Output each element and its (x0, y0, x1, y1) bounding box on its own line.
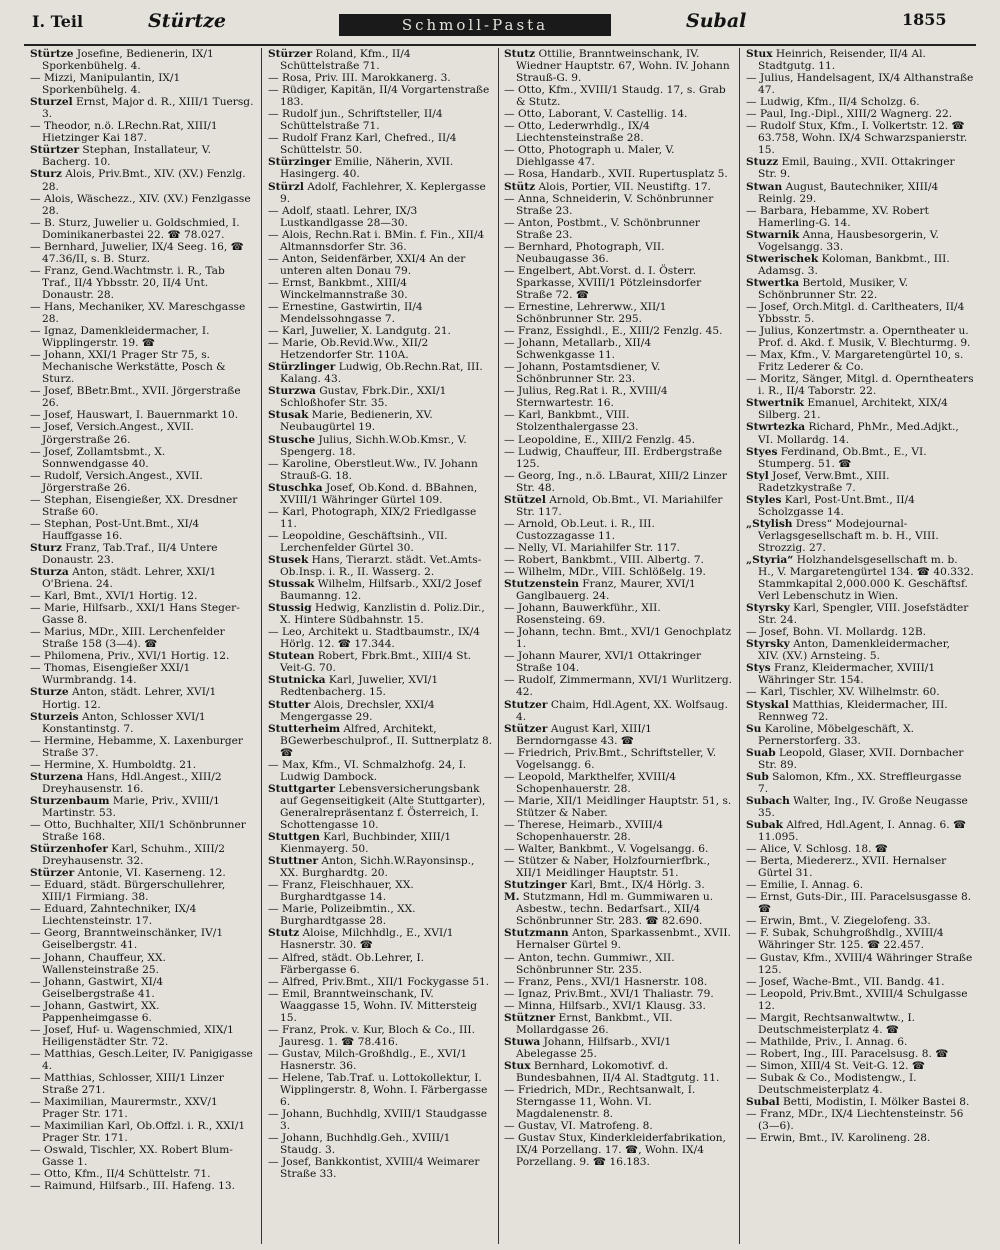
directory-entry: — Josef, Zollamtsbmt., X. Sonnwendgasse 40. (30, 445, 166, 470)
directory-entry: Stutter Alois, Drechsler, XXI/4 Mengergasse 29. (268, 698, 435, 723)
directory-entry: — Franz, Essighdl., E., XIII/2 Fenzlg. 45. (504, 325, 723, 338)
directory-entry: — Maximilian, Maurermstr., XXV/1 Prager Str. 171. (30, 1096, 218, 1121)
directory-entry: — Otto, Photograph u. Maler, V. Diehlgasse 47. (504, 144, 675, 169)
directory-entry: — Adolf, staatl. Lehrer, IX/3 Lustkandlgasse 28—30. (268, 204, 418, 229)
directory-entry: — Bernhard, Photograph, VII. Neubaugasse 36. (504, 240, 665, 265)
directory-entry: — Ernst, Guts-Dir., III. Paracelsusgasse 8. ☎ (746, 891, 972, 916)
directory-entry: — Alois, Wäschezz., XIV. (XV.) Fenzlgasse 28. (30, 192, 251, 217)
directory-entry: — Mathilde, Priv., I. Annag. 6. (746, 1035, 908, 1048)
directory-entry: — Philomena, Priv., XVI/1 Hortig. 12. (30, 650, 230, 663)
running-head-left: Stürtze (148, 10, 226, 32)
directory-entry: Stux Heinrich, Reisender, II/4 Al. Stadtgutg. 11. (746, 48, 926, 73)
directory-entry: — Ignaz, Damenkleidermacher, I. Wipplingerstr. 19. ☎ (30, 325, 210, 350)
directory-entry: M. Stutzmann, Hdl m. Gummiwaren u. Asbestw., techn. Bedarfsart., XII/4 Schönbrunner Str. 283. ☎ 82.690. (504, 891, 714, 928)
directory-entry: — Otto, Laborant, V. Castellig. 14. (504, 108, 688, 121)
directory-entry: — Georg, Ing., n.ö. LBaurat, XIII/2 Linzer Str. 48. (504, 469, 727, 494)
directory-entry: — Max, Kfm., V. Margaretengürtel 10, s. Fritz Lederer & Co. (746, 349, 964, 374)
directory-entry: — Josef, BBetr.Bmt., XVII. Jörgerstraße 26. (30, 385, 241, 410)
directory-entry: Stuttgen Karl, Buchbinder, XIII/1 Kienmayerg. 50. (268, 831, 452, 856)
directory-entry: — Hermine, Hebamme, X. Laxenburger Straße 37. (30, 734, 243, 759)
directory-entry: — Oswald, Tischler, XX. Robert Blum-Gasse 1. (30, 1144, 233, 1169)
directory-entry: — Rudolf Franz Karl, Chefred., II/4 Schüttelstr. 50. (268, 132, 457, 157)
directory-entry: Stusak Marie, Bedienerin, XV. Neubaugürtel 19. (268, 409, 433, 434)
directory-entry: Stwarnik Anna, Hausbesorgerin, V. Vogelsangg. 33. (746, 228, 939, 253)
directory-entry: Stürzlinger Ludwig, Ob.Rechn.Rat, III. Kalang. 43. (268, 361, 483, 386)
directory-entry: Sturzel Ernst, Major d. R., XIII/1 Tuersg. 3. (30, 96, 254, 121)
directory-entry: — Julius, Konzertmstr. a. Operntheater u. Prof. d. Akd. f. Musik, V. Blechturmg. 9. (746, 325, 971, 350)
directory-entry: Styes Ferdinand, Ob.Bmt., E., VI. Stumperg. 51. ☎ (746, 445, 927, 470)
columns-container (24, 48, 976, 1244)
directory-entry: — Johann, Metallarb., XII/4 Schwenkgasse 11. (504, 337, 652, 362)
directory-entry: — Franz, Pens., XVI/1 Hasnerstr. 108. (504, 975, 708, 988)
directory-entry: — Stephan, Post-Unt.Bmt., XI/4 Hauffgasse 16. (30, 517, 200, 542)
directory-entry: — Hans, Mechaniker, XV. Mareschgasse 28. (30, 300, 246, 326)
page-header (0, 0, 1000, 44)
directory-entry: — Karl, Tischler, XV. Wilhelmstr. 60. (746, 686, 940, 699)
directory-entry: — Erwin, Bmt., V. Ziegelofeng. 33. (746, 915, 931, 928)
directory-entry: Stürzinger Emilie, Näherin, XVII. Hasingerg. 40. (268, 156, 454, 181)
directory-entry: Styrsky Karl, Spengler, VIII. Josefstädter Str. 24. (746, 602, 969, 627)
directory-entry: — Anton, techn. Gummiwr., XII. Schönbrunner Str. 235. (504, 951, 675, 976)
directory-entry: — Helene, Tab.Traf. u. Lottokollektur, I. Wipplingerstr. 8, Wohn. I. Färbergasse 6. (268, 1071, 488, 1109)
directory-entry: Stwertka Bertold, Musiker, V. Schönbrunner Str. 22. (746, 276, 909, 301)
directory-entry: — Nelly, VI. Mariahilfer Str. 117. (504, 541, 681, 554)
directory-entry: Sturzeis Anton, Schlosser XVI/1 Konstantinstg. 7. (30, 710, 206, 735)
column-1 (30, 48, 255, 1244)
directory-entry: — Alfred, städt. Ob.Lehrer, I. Färbergasse 6. (268, 951, 425, 976)
column-3 (504, 48, 732, 1244)
column-2 (268, 48, 493, 1244)
directory-entry: — Leopoldine, Geschäftsinh., VII. Lerchenfelder Gürtel 30. (268, 529, 448, 554)
directory-entry: Sturze Anton, städt. Lehrer, XVI/1 Hortig. 12. (30, 686, 217, 711)
directory-entry: — F. Subak, Schuhgroßhdlg., XVIII/4 Währinger Str. 125. ☎ 22.457. (746, 927, 944, 952)
directory-entry: — Arnold, Ob.Leut. i. R., III. Custozzagasse 11. (504, 517, 655, 542)
directory-entry: — Johann, Gastwirt, XX. Pappenheimgasse 6. (30, 999, 160, 1024)
directory-entry: — Thomas, Eisengießer XXI/1 Wurmbrandg. 14. (30, 662, 191, 687)
directory-entry: — Emilie, I. Annag. 6. (746, 879, 864, 892)
directory-entry: — Alois, Rechn.Rat i. BMin. f. Fin., XII/4 Altmannsdorfer Str. 36. (268, 228, 485, 253)
directory-entry: — Marie, Ob.Revid.Ww., XII/2 Hetzendorfer Str. 110A. (268, 337, 429, 362)
advertisement-banner: Schmoll-Pasta (339, 14, 611, 36)
directory-entry: Suab Leopold, Glaser, XVII. Dornbacher Str. 89. (746, 746, 964, 771)
directory-entry: — Gustav, VI. Matrofeng. 8. (504, 1120, 653, 1133)
directory-entry: — Leopold, Markthelfer, XVIII/4 Schopenhauerstr. 28. (504, 770, 676, 795)
directory-entry: Stuttgarter Lebensversicherungsbank auf Gegenseitigkeit (Alte Stuttgarter), Generalrepräsentanz f. Österreich, I. Schottengasse 10. (268, 782, 486, 831)
directory-entry: Sturzena Hans, Hdl.Angest., XIII/2 Dreyhausenstr. 16. (30, 770, 222, 795)
directory-entry: — Robert, Ing., III. Paracelsusg. 8. ☎ (746, 1047, 949, 1060)
directory-entry: — Johann, XXI/1 Prager Str 75, s. Mechanische Werkstätte, Posch & Sturz. (30, 349, 226, 386)
directory-entry: Subal Betti, Modistin, I. Mölker Bastei 8. (746, 1096, 970, 1109)
column-divider (739, 48, 740, 1244)
directory-entry: Stutterheim Alfred, Architekt, BGewerbeschulprof., II. Suttnerplatz 8. ☎ (268, 722, 493, 759)
directory-entry: — Walter, Bankbmt., V. Vogelsangg. 6. (504, 843, 709, 856)
directory-entry: — Eduard, städt. Bürgerschullehrer, XIII/1 Firmiang. 38. (30, 879, 226, 904)
directory-entry: — Minna, Hilfsarb., XVI/1 Klausg. 33. (504, 999, 706, 1012)
directory-entry: — Josef, Huf- u. Wagenschmied, XIX/1 Heiligenstädter Str. 72. (30, 1023, 234, 1048)
directory-entry: — Matthias, Gesch.Leiter, IV. Panigigasse 4. (30, 1047, 253, 1072)
directory-entry: Styskal Matthias, Kleidermacher, III. Rennweg 72. (746, 698, 948, 723)
directory-entry: — Hermine, X. Humboldtg. 21. (30, 758, 197, 771)
directory-entry: — Ernestine, Lehrerww., XII/1 Schönbrunner Str. 295. (504, 300, 667, 326)
directory-entry: Stusek Hans, Tierarzt. städt. Vet.Amts-Ob.Insp. i. R., II. Wasserg. 2. (268, 553, 482, 579)
directory-entry: Stys Franz, Kleidermacher, XVIII/1 Währinger Str. 154. (746, 662, 936, 687)
directory-entry: — Bernhard, Juwelier, IX/4 Seeg. 16, ☎ 47.36/II, s. B. Sturz. (30, 240, 244, 265)
directory-entry: — Johann, techn. Bmt., XVI/1 Genochplatz 1. (504, 626, 732, 651)
directory-entry: — Josef, Bankkontist, XVIII/4 Weimarer Straße 33. (268, 1156, 480, 1181)
directory-entry: — Friedrich, Priv.Bmt., Schriftsteller, V. Vogelsangg. 6. (504, 746, 717, 771)
directory-entry: Stwan August, Bautechniker, XIII/4 Reinlg. 29. (746, 180, 939, 205)
directory-entry: — Johann, Buchhdlg.Geh., XVIII/1 Staudg. 3. (268, 1132, 451, 1157)
directory-entry: Styles Karl, Post-Unt.Bmt., II/4 Scholzgasse 14. (746, 493, 915, 518)
column-divider (261, 48, 262, 1244)
directory-entry: Stux Bernhard, Lokomotivf. d. Bundesbahnen, II/4 Al. Stadtgutg. 11. (504, 1059, 720, 1084)
directory-entry: — Karl, Bmt., XVI/1 Hortig. 12. (30, 590, 198, 603)
directory-entry: — Mizzi, Manipulantin, IX/1 Sporkenbühelg. 4. (30, 72, 181, 97)
directory-entry: — Ernestine, Gastwirtin, II/4 Mendelssohngasse 7. (268, 300, 423, 326)
directory-entry: Sturz Franz, Tab.Traf., II/4 Untere Donaustr. 23. (30, 541, 218, 566)
directory-entry: — B. Sturz, Juwelier u. Goldschmied, I. Dominikanerbastei 22. ☎ 78.027. (30, 216, 240, 241)
directory-entry: — Josef, Orch.Mitgl. d. Carltheaters, II/4 Ybbsstr. 5. (746, 300, 965, 326)
column-4 (746, 48, 974, 1244)
directory-entry: — Subak & Co., Modistengw., I. Deutschmeisterplatz 4. (746, 1071, 917, 1097)
directory-entry: Stuzz Emil, Bauing., XVII. Ottakringer Str. 9. (746, 156, 955, 181)
directory-entry: Stutzmann Anton, Sparkassenbmt., XVII. Hernalser Gürtel 9. (504, 927, 731, 952)
directory-entry: — Otto, Buchhalter, XII/1 Schönbrunner Straße 168. (30, 819, 246, 844)
directory-entry: Stutzenstein Franz, Maurer, XVI/1 Ganglbauerg. 24. (504, 578, 696, 603)
directory-entry: Sturzenbaum Marie, Priv., XVIII/1 Martinstr. 53. (30, 794, 220, 819)
directory-entry: — Emil, Branntweinschank, IV. Waaggasse 15, Wohn. IV. Mittersteig 15. (268, 987, 478, 1024)
directory-entry: — Engelbert, Abt.Vorst. d. I. Österr. Sparkasse, XVIII/1 Pötzleinsdorfer Straße 72. ☎ (504, 264, 702, 301)
directory-entry: — Barbara, Hebamme, XV. Robert Hamerling-G. 14. (746, 204, 929, 229)
directory-entry: Stützner Ernst, Bankbmt., VII. Mollardgasse 26. (504, 1011, 673, 1036)
directory-entry: — Erwin, Bmt., IV. Karolineng. 28. (746, 1132, 931, 1145)
directory-entry: Stuwa Johann, Hilfsarb., XVI/1 Abelegasse 25. (504, 1035, 672, 1060)
directory-entry: — Eduard, Zahntechniker, IX/4 Liechtensteinstr. 17. (30, 903, 197, 928)
directory-entry: — Marie, Hilfsarb., XXI/1 Hans Steger-Gasse 8. (30, 602, 240, 627)
directory-entry: — Johann, Gastwirt, XI/4 Geiselbergstraße 41. (30, 975, 164, 1000)
directory-entry: — Max, Kfm., VI. Schmalzhofg. 24, I. Ludwig Dambock. (268, 758, 467, 783)
directory-entry: Stuttner Anton, Sichh.W.Rayonsinsp., XX. Burghardtg. 20. (268, 855, 475, 880)
directory-entry: — Anton, Seidenfärber, XXI/4 An der unteren alten Donau 79. (268, 252, 466, 277)
directory-entry: — Gustav, Kfm., XVIII/4 Währinger Straße 125. (746, 951, 973, 976)
directory-entry: Sturzwa Gustav, Fbrk.Dir., XXI/1 Schloßhofer Str. 35. (268, 385, 447, 410)
directory-entry: — Julius, Reg.Rat i. R., XVIII/4 Sternwartestr. 16. (504, 385, 668, 410)
directory-entry: — Theodor, n.ö. LRechn.Rat, XIII/1 Hietzinger Kai 187. (30, 120, 218, 145)
directory-entry: — Josef, Wache-Bmt., VII. Bandg. 41. (746, 975, 945, 988)
directory-entry: Sub Salomon, Kfm., XX. Streffleurgasse 7. (746, 770, 962, 795)
directory-entry: Stwerischek Koloman, Bankbmt., III. Adamsg. 3. (746, 252, 950, 277)
directory-entry: — Johann, Bauwerkführ., XII. Rosensteing. 69. (504, 602, 661, 627)
directory-entry: — Alice, V. Schlosg. 18. ☎ (746, 843, 889, 856)
directory-entry: — Friedrich, MDr., Rechtsanwalt, I. Sterngasse 11, Wohn. VI. Magdalenenstr. 8. (504, 1084, 696, 1121)
directory-entry: Stussak Wilhelm, Hilfsarb., XXI/2 Josef Baumanng. 12. (268, 578, 482, 603)
directory-entry: Su Karoline, Möbelgeschäft, X. Pernerstorferg. 33. (746, 722, 915, 747)
directory-entry: — Stützer & Naber, Holzfournierfbrk., XII/1 Meidlinger Hauptstr. 51. (504, 855, 711, 880)
directory-entry: — Johann, Buchhdlg, XVIII/1 Staudgasse 3. (268, 1108, 488, 1133)
directory-entry: — Franz, Gend.Wachtmstr. i. R., Tab Traf., II/4 Ybbsstr. 20, II/4 Unt. Donaustr. 28. (30, 264, 225, 301)
directory-entry: — Rudolf, Versich.Angest., XVII. Jörgerstraße 26. (30, 469, 203, 494)
running-head-right: Subal (686, 10, 747, 32)
directory-entry: Subak Alfred, Hdl.Agent, I. Annag. 6. ☎ 11.095. (746, 819, 967, 844)
directory-entry: Styrsky Anton, Damenkleidermacher, XIV. (XV.) Arnsteing. 5. (746, 638, 950, 663)
directory-entry: Stürtzer Stephan, Installateur, V. Bacherg. 10. (30, 144, 211, 169)
directory-entry: — Raimund, Hilfsarb., III. Hafeng. 13. (30, 1180, 235, 1193)
directory-entry: Stussig Hedwig, Kanzlistin d. Poliz.Dir., X. Hintere Südbahnstr. 15. (268, 602, 485, 627)
directory-entry: — Paul, Ing.-Dipl., XIII/2 Wagnerg. 22. (746, 108, 953, 121)
directory-entry: Stütz Alois, Portier, VII. Neustiftg. 17. (504, 180, 711, 193)
directory-entry: — Julius, Handelsagent, IX/4 Althanstraße 47. (746, 72, 974, 97)
directory-entry: — Wilhelm, MDr., VIII. Schlößelg. 19. (504, 566, 706, 579)
directory-entry: Stürtze Josefine, Bedienerin, IX/1 Sporkenbühelg. 4. (30, 48, 214, 73)
directory-entry: — Karl, Juwelier, X. Landgutg. 21. (268, 325, 451, 338)
directory-entry: Stwrtezka Richard, PhMr., Med.Adjkt., VI. Mollardg. 14. (746, 421, 959, 446)
directory-entry: — Berta, Miedererz., XVII. Hernalser Gürtel 31. (746, 855, 947, 880)
directory-entry: Stürzer Antonie, VI. Kaserneng. 12. (30, 867, 226, 880)
directory-entry: — Gustav Stux, Kinderkleiderfabrikation, IX/4 Porzellang. 17. ☎, Wohn. IX/4 Porzellang. 9. ☎ 16.183. (504, 1132, 726, 1169)
directory-entry: — Alfred, Priv.Bmt., XII/1 Fockygasse 51. (268, 975, 490, 988)
directory-entry: — Stephan, Eisengießer, XX. Dresdner Straße 60. (30, 493, 238, 518)
directory-entry: — Ludwig, Kfm., II/4 Scholzg. 6. (746, 96, 920, 109)
directory-entry: — Otto, Lederwrhdlg., IX/4 Liechtensteinstraße 28. (504, 120, 650, 145)
directory-entry: Stutz Ottilie, Branntweinschank, IV. Wiedner Hauptstr. 67, Wohn. IV. Johann Strauß-G. 9. (504, 48, 730, 85)
directory-entry: — Karl, Bankbmt., VIII. Stolzenthalergasse 23. (504, 409, 639, 434)
directory-entry: Stutzer Chaim, Hdl.Agent, XX. Wolfsaug. 4. (504, 698, 728, 723)
directory-entry: Stürzenhofer Karl, Schuhm., XIII/2 Dreyhausenstr. 32. (30, 843, 225, 868)
column-divider (498, 48, 499, 1244)
directory-entry: „Stylish Dress“ Modejournal-Verlagsgesellschaft m. b. H., VIII. Strozzig. 27. (746, 517, 939, 554)
directory-entry: Stützer August Karl, XIII/1 Berndorngasse 43. ☎ (504, 722, 652, 747)
directory-entry: — Johann, Postamtsdiener, V. Schönbrunner Str. 23. (504, 361, 661, 386)
directory-entry: — Otto, Kfm., XVIII/1 Staudg. 17, s. Grab & Stutz. (504, 84, 726, 109)
directory-entry: — Ludwig, Chauffeur, III. Erdbergstraße 125. (504, 445, 723, 470)
directory-entry: — Rudolf Stux, Kfm., I. Volkertstr. 12. ☎ 63.758, Wohn. IX/4 Schwarzspanierstr. 15. (746, 120, 968, 157)
directory-entry: — Marie, XII/1 Meidlinger Hauptstr. 51, s. Stützer & Naber. (504, 794, 732, 819)
directory-entry: Stürzer Roland, Kfm., II/4 Schüttelstraße 71. (268, 48, 411, 73)
directory-entry: Subach Walter, Ing., IV. Große Neugasse 35. (746, 794, 968, 819)
directory-entry: — Ignaz, Priv.Bmt., XVI/1 Thaliastr. 79. (504, 987, 714, 1000)
directory-entry: — Karl, Photograph, XIX/2 Friedlgasse 11. (268, 505, 477, 530)
directory-entry: — Marie, Polizeibmtin., XX. Burghardtgasse 28. (268, 903, 416, 928)
directory-entry: Stürzl Adolf, Fachlehrer, X. Keplergasse 9. (268, 180, 486, 205)
directory-entry: — Therese, Heimarb., XVIII/4 Schopenhauerstr. 28. (504, 819, 664, 844)
directory-entry: — Anna, Schneiderin, V. Schönbrunner Straße 23. (504, 192, 714, 217)
directory-entry: — Rosa, Handarb., XVII. Rupertusplatz 5. (504, 168, 728, 181)
directory-entry: — Leo, Architekt u. Stadtbaumstr., IX/4 Hörlg. 12. ☎ 17.344. (268, 626, 480, 651)
directory-entry: — Franz, MDr., IX/4 Liechtensteinstr. 56 (3—6). (746, 1108, 964, 1133)
directory-entry: Stutzinger Karl, Bmt., IX/4 Hörlg. 3. (504, 879, 705, 892)
directory-entry: — Georg, Branntweinschänker, IV/1 Geiselbergstr. 41. (30, 927, 224, 952)
page-number: 1855 (902, 10, 947, 29)
directory-entry: — Johann, Chauffeur, XX. Wallensteinstraße 25. (30, 951, 166, 976)
directory-entry: — Josef, Versich.Angest., XVII. Jörgerstraße 26. (30, 421, 194, 446)
directory-entry: — Franz, Prok. v. Kur, Bloch & Co., III. Jauresg. 1. ☎ 78.416. (268, 1023, 475, 1048)
directory-entry: — Rosa, Priv. III. Marokkanerg. 3. (268, 72, 451, 85)
directory-entry: — Marius, MDr., XIII. Lerchenfelder Straße 158 (3—4). ☎ (30, 626, 225, 651)
directory-entry: — Leopold, Priv.Bmt., XVIII/4 Schulgasse 12. (746, 987, 968, 1012)
directory-entry: — Franz, Fleischhauer, XX. Burghardtgasse 14. (268, 879, 414, 904)
directory-entry: — Margit, Rechtsanwaltwtw., I. Deutschmeisterplatz 4. ☎ (746, 1011, 916, 1036)
directory-entry: — Otto, Kfm., II/4 Schüttelstr. 71. (30, 1168, 211, 1181)
directory-entry: — Gustav, Milch-Großhdlg., E., XVI/1 Hasnerstr. 36. (268, 1047, 468, 1072)
directory-entry: — Moritz, Sänger, Mitgl. d. Operntheaters i. R., II/4 Taborstr. 22. (746, 373, 974, 398)
directory-entry: — Johann Maurer, XVI/1 Ottakringer Straße 104. (504, 650, 702, 675)
directory-entry: Sturza Anton, städt. Lehrer, XXI/1 O'Briena. 24. (30, 566, 217, 591)
directory-entry: „Styria“ Holzhandelsgesellschaft m. b. H., V. Margaretengürtel 134. ☎ 40.332. Stammkapital 2,000.000 K. Geschäftsf. Verl Lebenschutz in Wien. (746, 553, 974, 603)
directory-entry: — Leopoldine, E., XIII/2 Fenzlg. 45. (504, 433, 695, 446)
directory-entry: Stwertnik Emanuel, Architekt, XIX/4 Silberg. 21. (746, 397, 948, 422)
directory-entry: — Rüdiger, Kapitän, II/4 Vorgartenstraße 183. (268, 84, 490, 109)
directory-entry: Styl Josef, Verw.Bmt., XIII. Radetzkystraße 7. (746, 469, 890, 494)
directory-entry: Stusche Julius, Sichh.W.Ob.Kmsr., V. Spengerg. 18. (268, 433, 467, 458)
directory-entry: — Karoline, Oberstleut.Ww., IV. Johann Strauß-G. 18. (268, 457, 478, 482)
directory-entry: — Josef, Hauswart, I. Bauernmarkt 10. (30, 409, 239, 422)
directory-entry: — Rudolf jun., Schriftsteller, II/4 Schüttelstraße 71. (268, 108, 443, 133)
directory-entry: Stutnicka Karl, Juwelier, XVI/1 Redtenbacherg. 15. (268, 674, 439, 699)
directory-entry: — Ernst, Bankbmt., XIII/4 Winckelmannstraße 30. (268, 276, 408, 301)
directory-entry: Stuschka Josef, Ob.Kond. d. BBahnen, XVIII/1 Währinger Gürtel 109. (268, 481, 478, 506)
directory-entry: Stutz Aloise, Milchhdlg., E., XVI/1 Hasnerstr. 30. ☎ (268, 927, 454, 952)
directory-entry: Stützel Arnold, Ob.Bmt., VI. Mariahilfer Str. 117. (504, 493, 723, 518)
header-rule (24, 44, 976, 46)
directory-entry: — Matthias, Schlosser, XIII/1 Linzer Straße 271. (30, 1071, 224, 1097)
directory-entry: — Anton, Postbmt., V. Schönbrunner Straße 23. (504, 216, 700, 241)
directory-entry: — Simon, XIII/4 St. Veit-G. 12. ☎ (746, 1059, 926, 1072)
directory-entry: Sturz Alois, Priv.Bmt., XIV. (XV.) Fenzlg. 28. (30, 168, 246, 193)
directory-entry: — Josef, Bohn. VI. Mollardg. 12B. (746, 626, 926, 639)
directory-entry: — Maximilian Karl, Ob.Offzl. i. R., XXI/1 Prager Str. 171. (30, 1120, 246, 1145)
section-label: I. Teil (32, 12, 84, 31)
directory-entry: — Rudolf, Zimmermann, XVI/1 Wurlitzerg. 42. (504, 674, 732, 699)
directory-entry: — Robert, Bankbmt., VIII. Albertg. 7. (504, 553, 704, 566)
directory-entry: Stutean Robert, Fbrk.Bmt., XIII/4 St. Veit-G. 70. (268, 650, 472, 675)
